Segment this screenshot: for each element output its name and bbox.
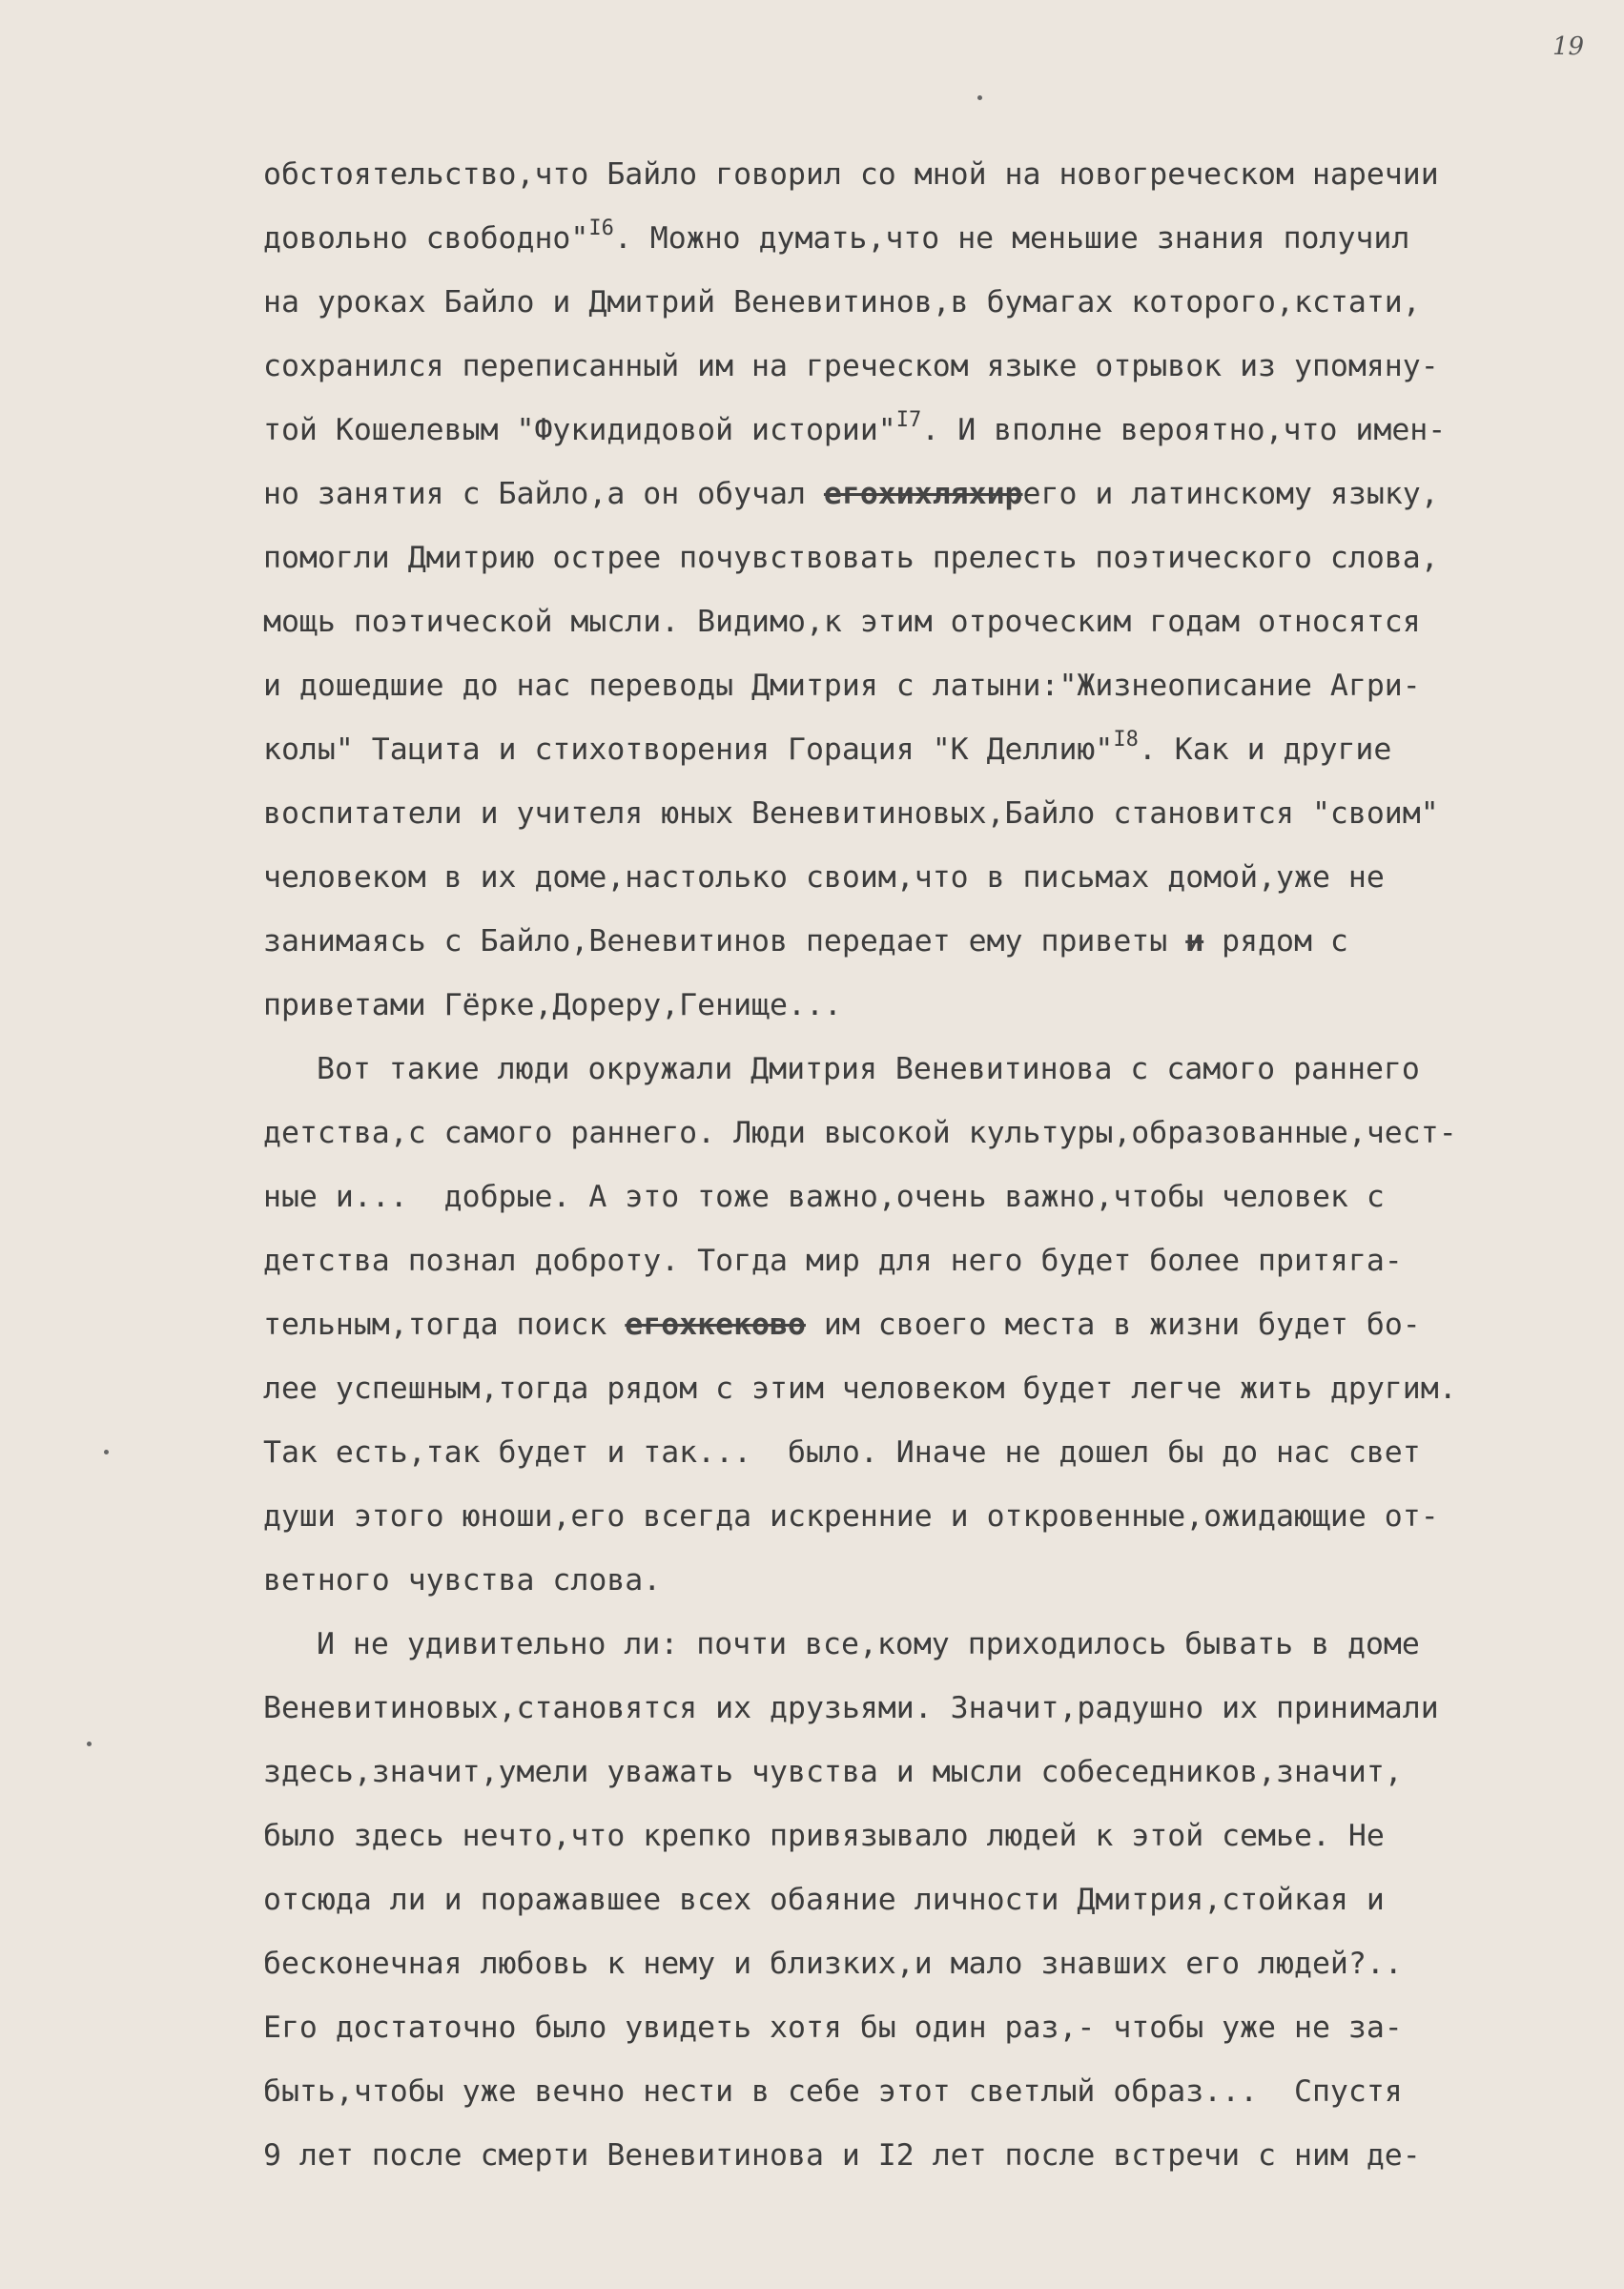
text-line xyxy=(263,1741,1579,1804)
line-text: приветами Гёрке,Дореру,Генище... xyxy=(263,988,842,1022)
text-line xyxy=(263,1804,1579,1868)
text-line xyxy=(263,654,1579,718)
line-text: 9 лет после смерти Веневитинова и I2 лет после встречи с ним де- xyxy=(263,2138,1421,2173)
line-text: детства,с самого раннего. Люди высокой культуры,образованные,чест- xyxy=(263,1116,1457,1150)
line-text: довольно свободно" xyxy=(263,221,589,256)
text-line xyxy=(263,1485,1579,1549)
line-text: души этого юноши,его всегда искренние и откровенные,ожидающие от- xyxy=(263,1499,1439,1534)
line-text: Вот такие люди окружали Дмитрия Веневитинова с самого раннего xyxy=(317,1052,1420,1086)
line-text: Его достаточно было увидеть хотя бы один раз,- чтобы уже не за- xyxy=(263,2011,1403,2045)
line-text: отсюда ли и поражавшее всех обаяние личности Дмитрия,стойкая и xyxy=(263,1883,1385,1917)
text-line xyxy=(263,718,1579,782)
text-line xyxy=(263,399,1579,463)
text-line xyxy=(263,2060,1579,2124)
text-line xyxy=(263,1613,1579,1677)
line-text: было здесь нечто,что крепко привязывало людей к этой семье. Не xyxy=(263,1819,1385,1853)
line-text: на уроках Байло и Дмитрий Веневитинов,в бумагах которого,кстати, xyxy=(263,285,1421,320)
line-text: человеком в их доме,настолько своим,что в письмах домой,уже не xyxy=(263,860,1385,895)
line-text: детства познал доброту. Тогда мир для него будет более притяга- xyxy=(263,1244,1403,1278)
text-line xyxy=(263,910,1579,974)
page-number: 19 xyxy=(1552,32,1585,61)
line-text-continued: его и латинскому языку, xyxy=(1022,477,1439,511)
text-line xyxy=(263,590,1579,654)
line-text: Веневитиновых,становятся их друзьями. Значит,радушно их принимали xyxy=(263,1691,1439,1725)
text-line xyxy=(263,526,1579,590)
text-line xyxy=(263,1102,1579,1165)
text-line xyxy=(263,1038,1579,1102)
line-text: занимаясь с Байло,Веневитинов передает ему приветы xyxy=(263,924,1186,959)
text-line xyxy=(263,782,1579,846)
ink-speck xyxy=(977,95,982,100)
line-text: И не удивительно ли: почти все,кому приходилось бывать в доме xyxy=(317,1627,1420,1661)
line-text: но занятия с Байло,а он обучал xyxy=(263,477,824,511)
line-text-continued: . Можно думать,что не меньшие знания получил xyxy=(613,221,1410,256)
text-line xyxy=(263,1421,1579,1485)
line-text: мощь поэтической мысли. Видимо,к этим отроческим годам относятся xyxy=(263,605,1421,639)
line-text-continued: . Как и другие xyxy=(1138,732,1392,767)
line-text-continued: . И вполне вероятно,что имен- xyxy=(921,413,1447,447)
text-line xyxy=(263,1868,1579,1932)
line-text: лее успешным,тогда рядом с этим человеком будет легче жить другим. xyxy=(263,1371,1457,1406)
ink-speck xyxy=(87,1742,92,1746)
text-line xyxy=(263,974,1579,1038)
text-line xyxy=(263,1229,1579,1293)
text-line xyxy=(263,143,1579,207)
text-line xyxy=(263,846,1579,910)
line-text: воспитатели и учителя юных Веневитиновых,Байло становится "своим" xyxy=(263,796,1439,831)
struck-out-text: егохихляхир xyxy=(823,477,1023,511)
line-text: той Кошелевым "Фукидидовой истории" xyxy=(263,413,896,447)
text-line xyxy=(263,1549,1579,1613)
text-line xyxy=(263,207,1579,271)
text-line xyxy=(263,1932,1579,1996)
text-line xyxy=(263,1357,1579,1421)
struck-out-text: и xyxy=(1185,924,1204,959)
line-text: ные и... добрые. А это тоже важно,очень важно,чтобы человек с xyxy=(263,1180,1385,1214)
line-text-continued: им своего места в жизни будет бо- xyxy=(805,1308,1421,1342)
line-text: Так есть,так будет и так... было. Иначе не дошел бы до нас свет xyxy=(263,1435,1421,1470)
text-line xyxy=(263,1996,1579,2060)
line-text: бесконечная любовь к нему и близких,и мало знавших его людей?.. xyxy=(263,1947,1403,1981)
line-text: и дошедшие до нас переводы Дмитрия с латыни:"Жизнеописание Агри- xyxy=(263,669,1421,703)
text-line xyxy=(263,1165,1579,1229)
text-line xyxy=(263,463,1579,526)
footnote-marker: I6 xyxy=(588,217,614,240)
text-line xyxy=(263,335,1579,399)
line-text: обстоятельство,что Байло говорил со мной на новогреческом наречии xyxy=(263,157,1439,192)
line-text: ветного чувства слова. xyxy=(263,1563,662,1598)
text-line xyxy=(263,2124,1579,2188)
line-text: помогли Дмитрию острее почувствовать прелесть поэтического слова, xyxy=(263,541,1439,575)
line-text: быть,чтобы уже вечно нести в себе этот светлый образ... Спустя xyxy=(263,2074,1403,2109)
footnote-marker: I7 xyxy=(895,408,922,432)
line-text: колы" Тацита и стихотворения Горация "К Деллию" xyxy=(263,732,1114,767)
line-text: тельным,тогда поиск xyxy=(263,1308,626,1342)
ink-speck xyxy=(104,1450,109,1454)
text-line xyxy=(263,1677,1579,1741)
text-line xyxy=(263,1293,1579,1357)
struck-out-text: егохкеково xyxy=(625,1308,806,1342)
line-text: сохранился переписанный им на греческом языке отрывок из упомяну- xyxy=(263,349,1439,383)
footnote-marker: I8 xyxy=(1113,728,1139,752)
line-text-continued: рядом с xyxy=(1203,924,1348,959)
text-line xyxy=(263,271,1579,335)
line-text: здесь,значит,умели уважать чувства и мысли собеседников,значит, xyxy=(263,1755,1403,1789)
body-text xyxy=(263,143,1579,2188)
